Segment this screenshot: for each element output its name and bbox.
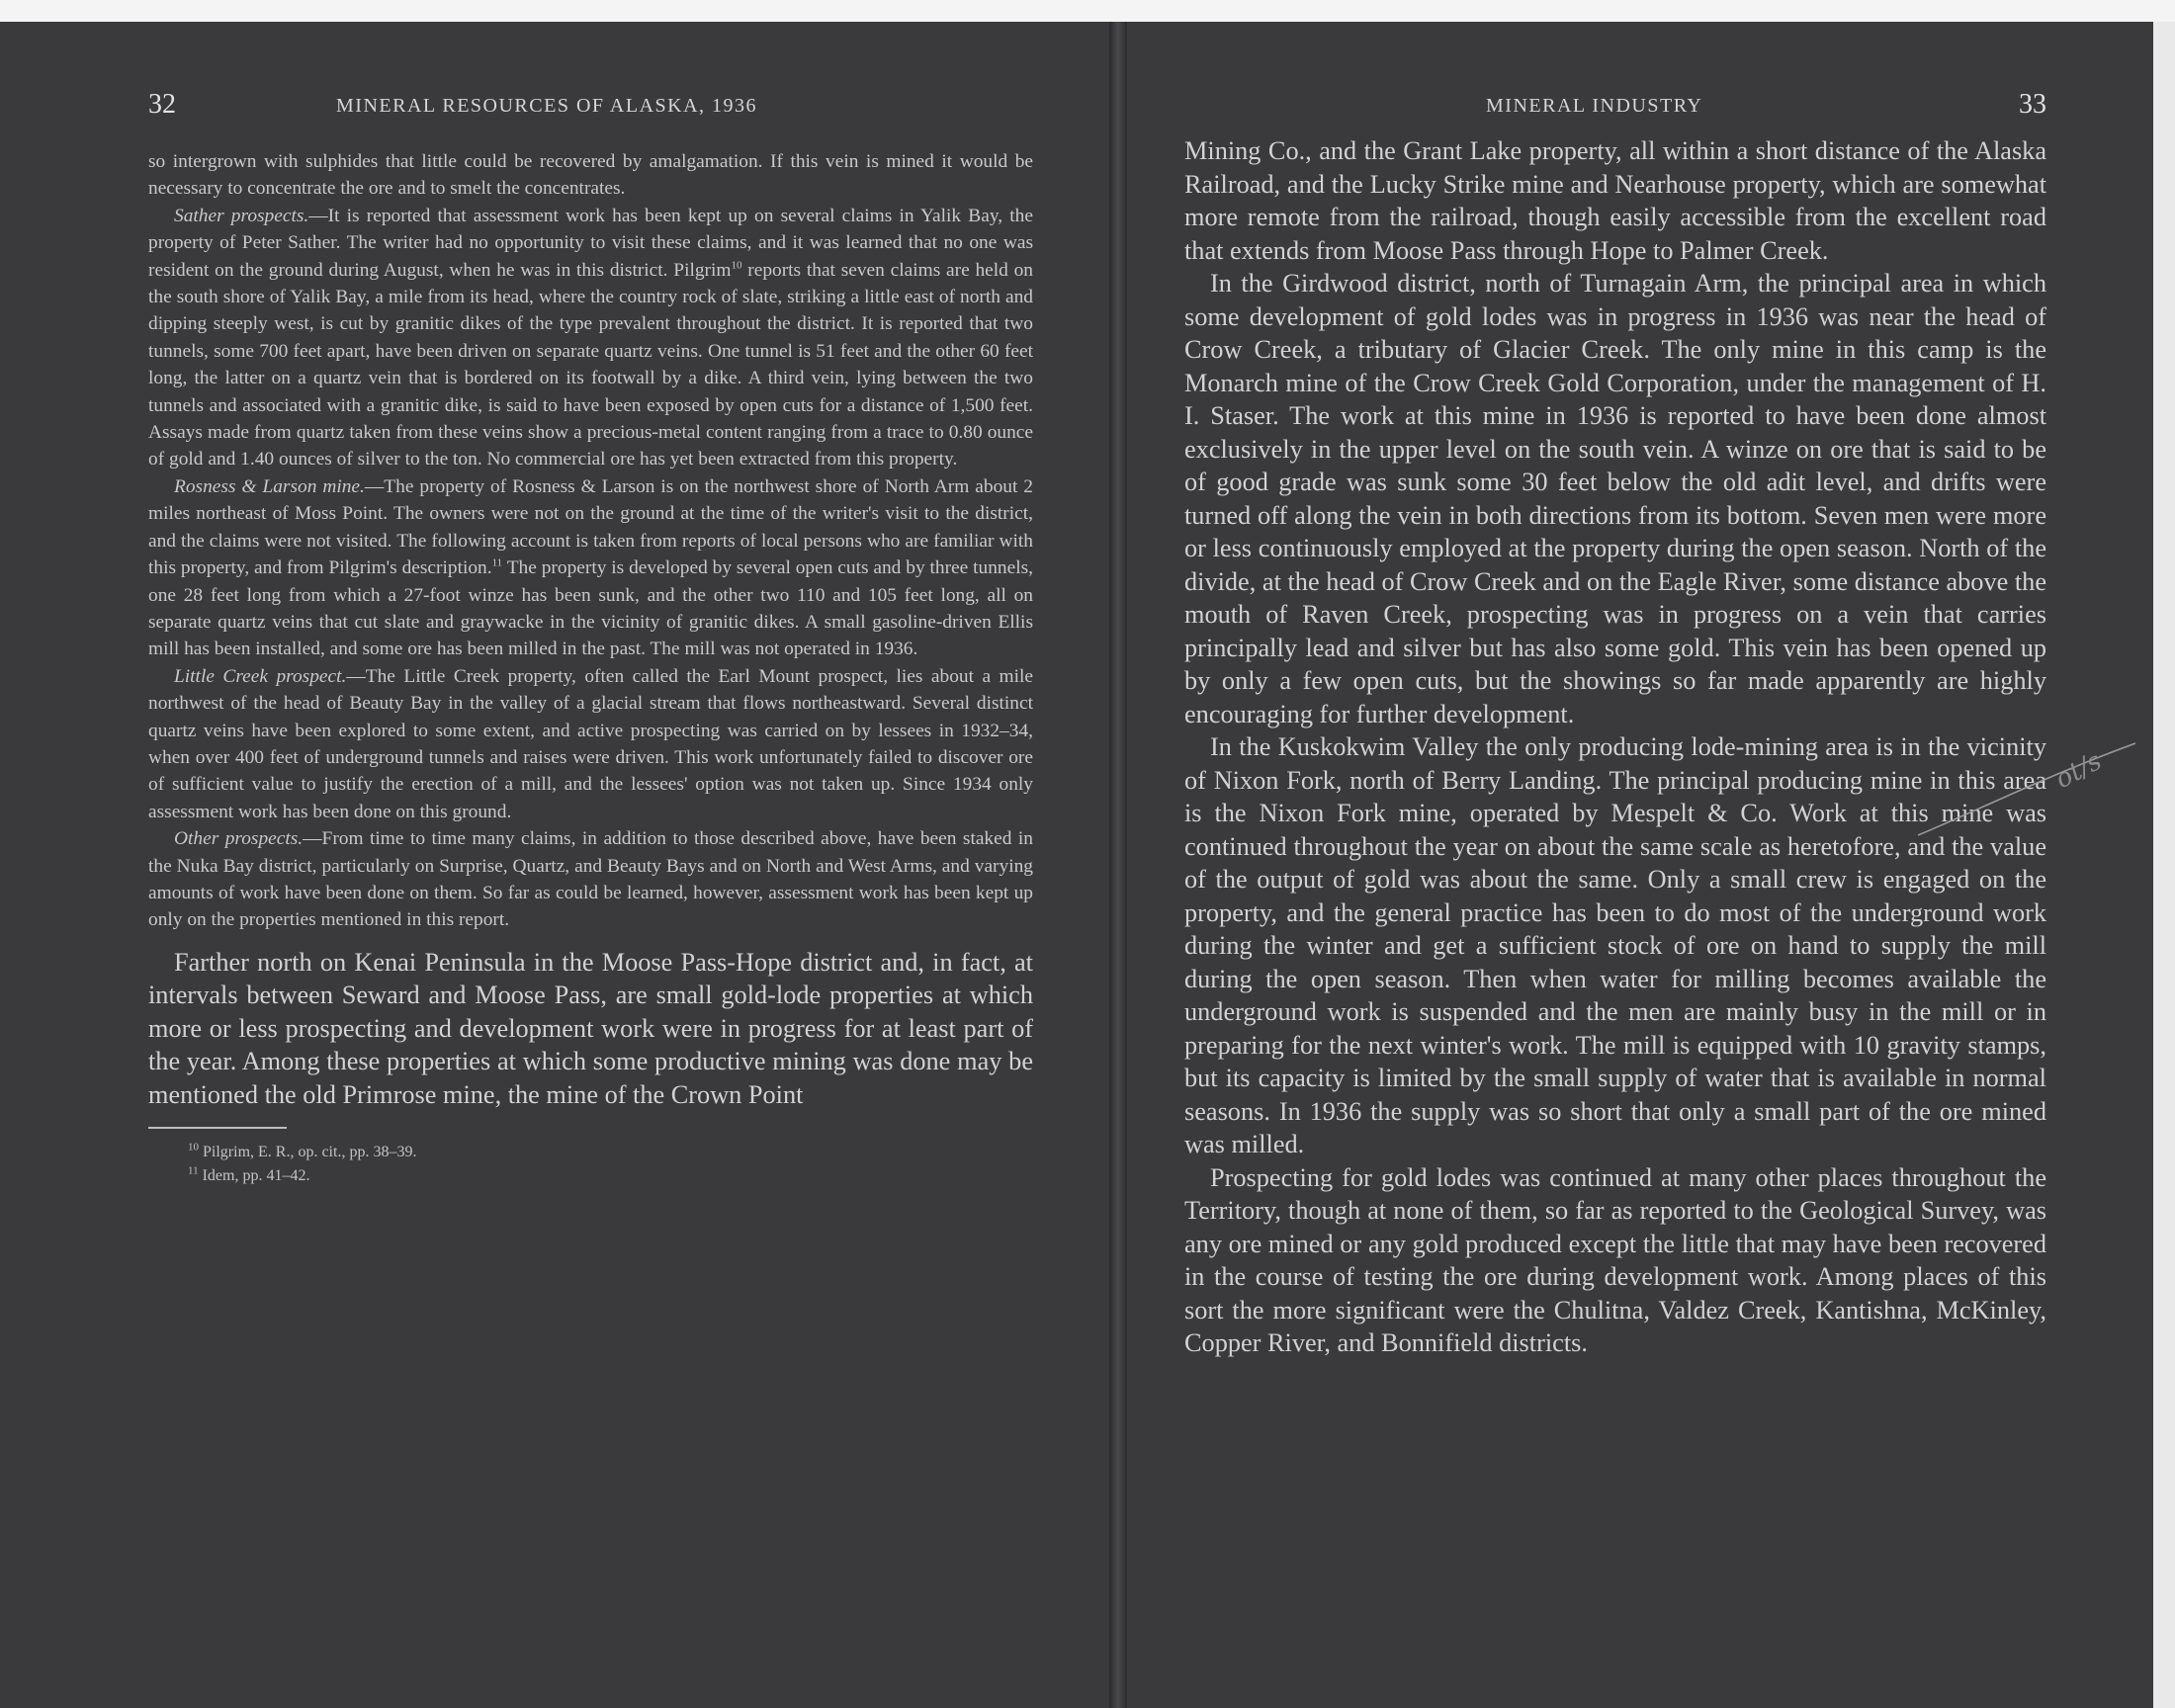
paragraph-text: —From time to time many claims, in addition to those described above, have been staked in the Nuka Bay district, particularly on Surprise, Quartz, and Beauty Bays and on North and West Arms, and varying amounts of work have been done on them. So far as could be learned, however, assessment work has been kept up only on the properties mentioned in this report. [148, 828, 1033, 931]
margin-note-text: ot/s [2050, 746, 2107, 796]
paragraph-sather-prospects [148, 203, 1033, 473]
left-small-text [148, 148, 1033, 934]
left-large-text [148, 946, 1033, 1112]
paragraph-prospecting-territory: Prospecting for gold lodes was continued at many other places throughout the Territory, though at none of them, so far as reported to the Geological Survey, was any ore mined or any gold produced except the little that may have been recovered in the course of testing the ore during development work. Among places of this sort the more significant were the Chulitna, Valdez Creek, Kantishna, McKinley, Copper River, and Bonnifield districts. [1184, 1162, 2046, 1357]
right-body-text [1184, 134, 2046, 1360]
footnote-text: Pilgrim, E. R., op. cit., pp. 38–39. [203, 1144, 417, 1161]
paragraph-text: reports that seven claims are held on the south shore of Yalik Bay, a mile from its head, where the country rock of slate, striking a little east of north and dipping steeply west, is cut by granitic dikes of the type prevalent throughout the district. It is reported that two tunnels, some 700 feet apart, have been driven on separate quartz veins. One tunnel is 51 feet and the other 60 feet long, the latter on a quartz vein that is bordered on its footwall by a dike. A third vein, lying between the two tunnels and associated with a granitic dike, is said to have been exposed by open cuts for a distance of 1,500 feet. Assays made from quartz taken from these veins show a precious-metal content ranging from a trace to 0.80 ounce of gold and 1.40 ounces of silver to the ton. No commercial ore has yet been extracted from this property. [148, 259, 1033, 470]
paragraph-moose-pass-hope: Farther north on Kenai Peninsula in the Moose Pass-Hope district and, in fact, at intervals between Seward and Moose Pass, are small gold-lode properties at which more or less prospecting and development work were in progress for at least part of the year. Among these properties at which some productive mining was done may be mentioned the old Primrose mine, the mine of the Crown Point [148, 947, 1033, 1109]
left-running-head [148, 89, 1033, 128]
paragraph-little-creek-prospect [148, 663, 1033, 825]
page-edge [2153, 22, 2175, 1708]
paragraph-girdwood-district: In the Girdwood district, north of Turnagain Arm, the principal area in which some development of gold lodes was in progress in 1936 was near the head of Crow Creek, a tributary of Glacier Creek. The only mine in this camp is the Monarch mine of the Crow Creek Gold Corporation, under the management of H. I. Staser. The work at this mine in 1936 is reported to have been done almost exclusively in the upper level on the south vein. A winze on ore that is said to be of good grade was sunk some 30 feet below the old adit level, and drifts were turned off along the vein in both directions from its bottom. Seven men were more or less continuously employed at the property during the open season. North of the divide, at the head of Crow Creek and on the Eagle River, some distance above the mouth of Raven Creek, prospecting was in progress on a vein that carries principally lead and silver but has also some gold. This vein has been opened up by only a few open cuts, but the showings so far made apparently are highly encouraging for further development. [1184, 269, 2046, 728]
section-heading: Little Creek prospect. [174, 665, 347, 687]
right-page [1184, 89, 2046, 1360]
right-page-number: 33 [2019, 89, 2046, 120]
footnote-number: 10 [188, 1141, 199, 1153]
paragraph-continuation [148, 148, 1033, 203]
footnote-ref: 10 [731, 259, 742, 272]
section-heading: Rosness & Larson mine. [174, 475, 365, 497]
paragraph-kuskokwim-valley: In the Kuskokwim Valley the only producing lode-mining area is in the vicinity of Nixon Fork, north of Berry Landing. The principal producing mine in this area is the Nixon Fork mine, operated by Mespelt & Co. Work at this mine was continued throughout the year on about the same scale as heretofore, and the value of the output of gold was about the same. Only a small crew is engaged on the property, and the general practice has been to do most of the underground work during the winter and get a sufficient stock of ore on hand to supply the mill during the open season. Then when water for milling becomes available the underground work is suspended and the men are mainly busy in the mill or in preparing for the next winter's work. The mill is equipped with 10 gravity stamps, but its capacity is limited by the small supply of water that is available in normal seasons. In 1936 the supply was so short that only a small part of the ore mined was milled. [1184, 732, 2046, 1158]
left-page [148, 89, 1033, 1188]
right-running-head [1184, 89, 2046, 128]
paragraph-rosness-larson-mine [148, 473, 1033, 663]
section-heading: Sather prospects. [174, 205, 309, 226]
section-heading: Other prospects. [174, 828, 304, 850]
paragraph-text: —The property of Rosness & Larson is on the northwest shore of North Arm about 2 miles northeast of Moss Point. The owners were not on the ground at the time of the writer's visit to the district, and the claims were not visited. The following account is taken from reports of local persons who are familiar with this property, and from Pilgrim's description. [148, 475, 1034, 579]
paragraph-text: The property is developed by several open cuts and by three tunnels, one 28 feet long from which a 27-foot winze has been sunk, and the other two 110 and 105 feet long, all on separate quartz veins that cut slate and graywacke in the vicinity of granitic dikes. A small gasoline-driven Ellis mill has been installed, and some ore has been milled in the past. The mill was not operated in 1936. [148, 557, 1034, 660]
paragraph-text: —It is reported that assessment work has been kept up on several claims in Yalik Bay, the property of Peter Sather. The writer had no opportunity to visit these claims, and it was learned that no one was resident on the ground during August, when he was in this district. Pilgrim [148, 205, 1033, 281]
footnote-ref: 11 [491, 556, 503, 569]
footnote-10 [188, 1141, 1033, 1164]
footnotes [148, 1141, 1033, 1188]
footnote-number: 11 [188, 1164, 199, 1177]
paragraph-other-prospects [148, 825, 1033, 934]
right-running-title: MINERAL INDUSTRY [1486, 95, 1703, 117]
paragraph-continuation: Mining Co., and the Grant Lake property, all within a short distance of the Alaska Railroad, and the Lucky Strike mine and Nearhouse property, which are somewhat more remote from the railroad, though easily accessible from the excellent road that extends from Moose Pass through Hope to Palmer Creek. [1184, 136, 2046, 265]
paragraph-text: —The Little Creek property, often called the Earl Mount prospect, lies about a mile northwest of the head of Beauty Bay in the valley of a glacial stream that flows northeastward. Several distinct quartz veins have been explored to some extent, and active prospecting was carried on by lessees in 1932–34, when over 400 feet of underground tunnels and raises were driven. This work unfortunately failed to discover ore of sufficient value to justify the erection of a mill, and the lessees' option was not taken up. Since 1934 only assessment work has been done on this ground. [148, 665, 1033, 822]
left-running-title: MINERAL RESOURCES OF ALASKA, 1936 [336, 95, 758, 117]
footnote-divider [148, 1127, 287, 1129]
paragraph-text: so intergrown with sulphides that little could be recovered by amalgamation. If this vein is mined it would be necessary to concentrate the ore and to smelt the concentrates. [148, 151, 1033, 200]
book-spine [1109, 22, 1127, 1708]
footnote-text: Idem, pp. 41–42. [202, 1167, 310, 1185]
footnote-11 [188, 1164, 1033, 1188]
left-page-number: 32 [148, 89, 176, 120]
